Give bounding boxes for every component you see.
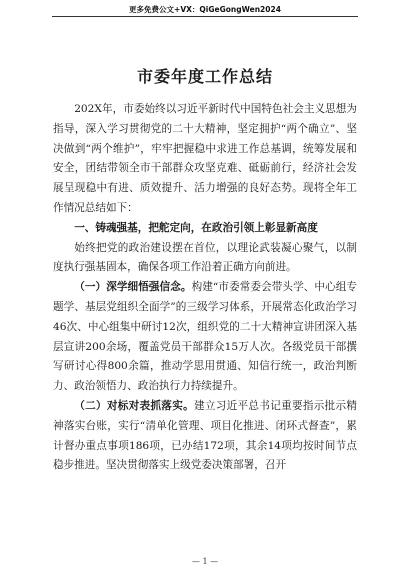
subsection-2-text: 建立习近平总书记重要指示批示精神落实台账，实行“清单化管理、项目化推进、闭环式督查”，累计督办重点事项186项，已办结172项，其余14项均按时间节点稳步推进。坚决贯彻落实上级党委决策部署，召开 xyxy=(53,399,358,472)
section-1-paragraph: 始终把党的政治建设摆在首位，以理论武装凝心聚气，以制度执行强基固本，确保各项工作沿着正确方向前进。 xyxy=(53,241,357,274)
subsection-1-label: （一） xyxy=(74,281,107,294)
subsection-2-heading: 对标对表抓落实。 xyxy=(106,399,194,412)
subsection-2-paragraph xyxy=(53,397,357,476)
intro-paragraph: 202X年，市委始终以习近平新时代中国特色社会主义思想为指导，深入学习贯彻党的二十大精神，坚定拥护“两个确立”、坚决做到“两个维护”，牢牢把握稳中求进工作总基调，统筹发展和安全，团结带领全市干部群众攻坚克难、砥砺前行，经济社会发展呈现稳中有进、质效提升、活力增强的良好态势。现将全年工作情况总结如下： xyxy=(53,103,357,214)
section-heading-1: 一、铸魂强基，把舵定向，在政治引领上彰显新高度 xyxy=(74,221,318,234)
subsection-1-paragraph xyxy=(53,278,357,397)
document-title: 市委年度工作总结 xyxy=(136,67,273,86)
subsection-2-label: （二） xyxy=(74,399,107,412)
header-divider xyxy=(52,16,358,17)
subsection-1-text: 构建“市委常委会带头学、中心组专题学、基层党组织全面学”的三级学习体系，开展常态化政治学习46次、中心组集中研讨12次，组织党的二十大精神宣讲团深入基层宣讲200余场，覆盖党员干部群众15万人次。各级党员干部撰写研讨心得800余篇，推动学思用贯通、知信行统一，政治判断力、政治领悟力、政治执行力持续提升。 xyxy=(53,281,358,393)
free-docs-banner: 更多免费公文+VX：QiGeGongWen2024 xyxy=(129,5,281,14)
page-number: — 1 — xyxy=(191,557,219,566)
document-body xyxy=(53,100,357,476)
subsection-1-heading: 深学细悟强信念。 xyxy=(106,281,192,294)
